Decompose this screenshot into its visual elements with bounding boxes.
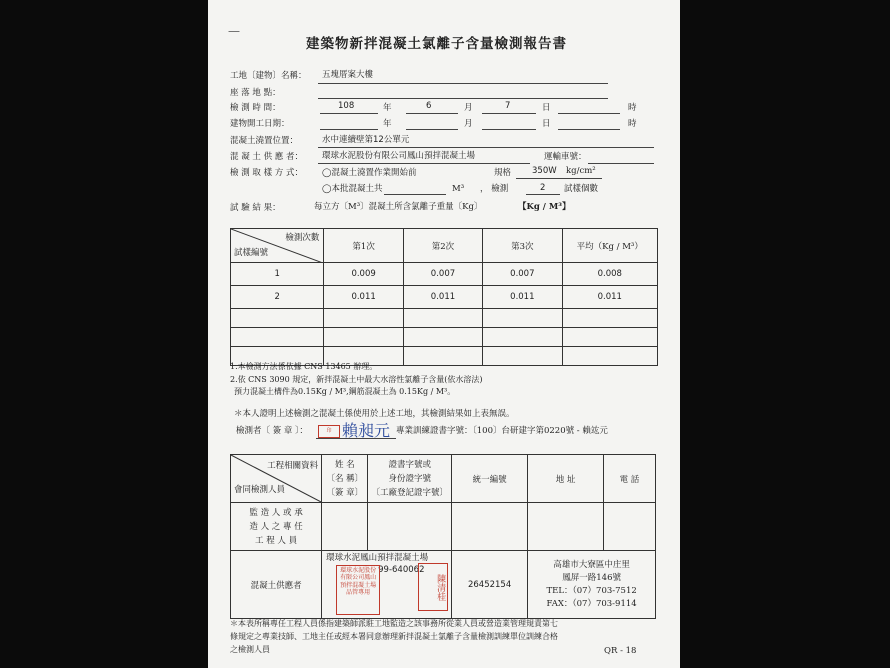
start-month-underline [406, 129, 458, 130]
page-title: 建築物新拌混凝土氯離子含量檢測報告書 [306, 36, 567, 52]
results-corner-cell [231, 229, 324, 263]
inspector-underline [316, 438, 396, 439]
start-hour-underline [558, 129, 620, 130]
certification-statement: ＊本人證明上述檢測之混凝土係使用於上述工地，其檢測結果如上表無誤。 [234, 409, 515, 419]
start-year-underline [320, 129, 378, 130]
header-name-line2: 〔名 稱〕 [326, 473, 364, 484]
inspector-label: 檢測者〔 簽 章 〕： [236, 426, 308, 436]
start-date-label: 建物開工日期： [230, 119, 290, 129]
note-1: 1.本檢測方法係依據 CNS 13465 辦理。 [230, 362, 378, 371]
header-average: 平均（Kg / M³） [562, 229, 657, 263]
header-test-3: 第3次 [483, 229, 562, 263]
report-paper [208, 0, 680, 668]
result-cell: 0.011 [403, 286, 482, 309]
table-row-empty [231, 328, 658, 347]
pour-underline [318, 147, 654, 148]
header-certificate [368, 455, 452, 503]
pour-location-value: 水中連續壁第12公單元 [322, 135, 410, 145]
supplier-name-cell [322, 551, 452, 619]
sampling-method-label: 檢 測 取 樣 方 式： [230, 168, 304, 178]
pour-location-label: 混凝土澆置位置： [230, 136, 299, 146]
table-row [231, 286, 658, 309]
start-year-unit: 年 [383, 119, 392, 129]
sample-count-label: 試樣個數 [564, 184, 599, 194]
corner-top-label: 檢測次數 [285, 233, 320, 243]
hour-unit: 時 [628, 103, 637, 113]
start-hour-unit: 時 [628, 119, 637, 129]
sample-number: 2 [231, 286, 324, 309]
header-cert-line2: 身份證字號 [388, 473, 431, 484]
corner-mark: — [228, 24, 240, 38]
page-code: QR - 18 [604, 646, 637, 656]
time-month: 6 [426, 101, 432, 111]
supplier-address-line1: 高雄市大寮區中庄里 [553, 559, 630, 570]
company-seal: 環球水泥股份有限公司鳳山預拌混凝土場品管專用 [336, 565, 380, 615]
header-test-1: 第1次 [324, 229, 403, 263]
header-name [322, 455, 368, 503]
supplier-row-label: 混凝土供應者 [231, 551, 322, 619]
footer-line-3: 之檢測人員 [230, 645, 270, 654]
time-day: 7 [505, 101, 511, 111]
spec-label: 規格 [494, 168, 512, 178]
manager-seal: 陳清桂 [418, 563, 448, 611]
header-phone: 電 話 [603, 455, 655, 503]
supplier-address-line2: 鳳屏一路146號 [562, 572, 621, 583]
location-underline [318, 98, 608, 99]
header-name-line3: 〔簽 章〕 [326, 487, 364, 498]
inspector-stamp: 印 [318, 425, 340, 438]
inspector-signature: 賴昶元 [342, 421, 391, 440]
month-unit: 月 [464, 103, 473, 113]
result-cell: 0.011 [483, 286, 562, 309]
table-row-empty [231, 309, 658, 328]
start-day-unit: 日 [542, 119, 551, 129]
supervisor-line2: 造 人 之 專 任 [249, 521, 303, 532]
average-cell: 0.011 [562, 286, 657, 309]
personnel-table [230, 454, 656, 619]
result-label: 試 驗 結 果： [230, 203, 281, 213]
supplier-tel: TEL：（07）703-7512 [546, 585, 637, 596]
spec-unit: kg/cm² [566, 166, 596, 176]
header-cert-line3: 〔工廠登記證字號〕 [371, 487, 448, 498]
footer-line-2: 條規定之專業技師、工地主任或經本署同意辦理新拌混凝土氯離子含量檢測訓練單位訓練合格 [230, 632, 558, 641]
result-cell: 0.007 [403, 263, 482, 286]
detect-value: 2 [540, 183, 546, 193]
hour-underline [558, 113, 620, 114]
supplier-label: 混 凝 土 供 應 者： [230, 152, 304, 162]
supplier-name: 環球水泥鳳山預拌混凝土場 [326, 553, 429, 563]
header-address: 地 址 [528, 455, 604, 503]
personnel-corner-cell [231, 455, 322, 503]
supplier-uniform-number: 26452154 [451, 551, 527, 619]
detect-label: ， 檢測 [480, 184, 509, 194]
table-row [231, 263, 658, 286]
supplier-registration: 99-640062 [378, 565, 425, 575]
time-label: 檢 測 時 間： [230, 103, 281, 113]
year-unit: 年 [383, 103, 392, 113]
truck-label: 運輸車號： [544, 152, 587, 162]
month-underline [406, 113, 458, 114]
time-year: 108 [338, 101, 355, 111]
start-day-underline [482, 129, 536, 130]
sample-number: 1 [231, 263, 324, 286]
certificate-number: 專業訓練證書字號：〔100〕台研建字第0220號 - 賴竑元 [396, 426, 608, 436]
supplier-underline [318, 163, 530, 164]
day-underline [482, 113, 536, 114]
corner-bottom-label: 試樣編號 [234, 248, 269, 258]
supplier-value: 環球水泥股份有限公司鳳山預拌混凝土場 [322, 151, 476, 161]
average-cell: 0.008 [562, 263, 657, 286]
note-3: 預力混凝土構件為0.15Kg / M³,鋼筋混凝土為 0.15Kg / M³。 [234, 387, 456, 396]
supplier-contact-cell [528, 551, 656, 619]
supervisor-line1: 監 造 人 或 承 [249, 507, 303, 518]
result-cell: 0.009 [324, 263, 403, 286]
personnel-corner-bottom: 會同檢測人員 [234, 485, 286, 495]
header-uniform-number: 統一編號 [451, 455, 527, 503]
results-table [230, 228, 658, 366]
detect-underline [526, 194, 560, 195]
batch-volume-underline [384, 194, 446, 195]
result-cell: 0.007 [483, 263, 562, 286]
day-unit: 日 [542, 103, 551, 113]
supplier-fax: FAX：（07）703-9114 [546, 598, 637, 609]
location-label: 座 落 地 點： [230, 88, 281, 98]
option-before-pour: ◯混凝土澆置作業開始前 [322, 168, 417, 178]
header-cert-line1: 證書字號或 [388, 459, 431, 470]
start-month-unit: 月 [464, 119, 473, 129]
footer-line-1: ＊本表所稱專任工程人員係指建築師派駐工地監造之該事務所從業人員或營造業管理規責第七 [230, 619, 558, 628]
m3-unit: M³ [452, 184, 465, 194]
option-this-batch: ◯本批混凝土共 [322, 184, 383, 194]
note-2: 2.依 CNS 3090 規定，新拌混凝土中最大水溶性氯離子含量(依水溶法) [230, 375, 483, 384]
header-name-line1: 姓 名 [334, 459, 355, 470]
spec-value: 350W [532, 166, 557, 176]
supervisor-line3: 工 程 人 員 [255, 535, 298, 546]
result-description: 每立方〔M³〕混凝土所含氯離子重量〔Kg〕 [314, 202, 483, 212]
result-cell: 0.011 [324, 286, 403, 309]
supervisor-row-label [231, 503, 322, 551]
header-test-2: 第2次 [403, 229, 482, 263]
personnel-corner-top: 工程相關資料 [267, 461, 319, 471]
spec-underline [516, 178, 602, 179]
truck-underline [588, 163, 654, 164]
result-unit: 【Kg / M³】 [518, 202, 571, 212]
year-underline [320, 113, 378, 114]
site-label: 工地〔建物〕名稱： [230, 71, 307, 81]
site-value: 五塊厝案大樓 [322, 70, 374, 80]
site-underline [318, 83, 608, 84]
